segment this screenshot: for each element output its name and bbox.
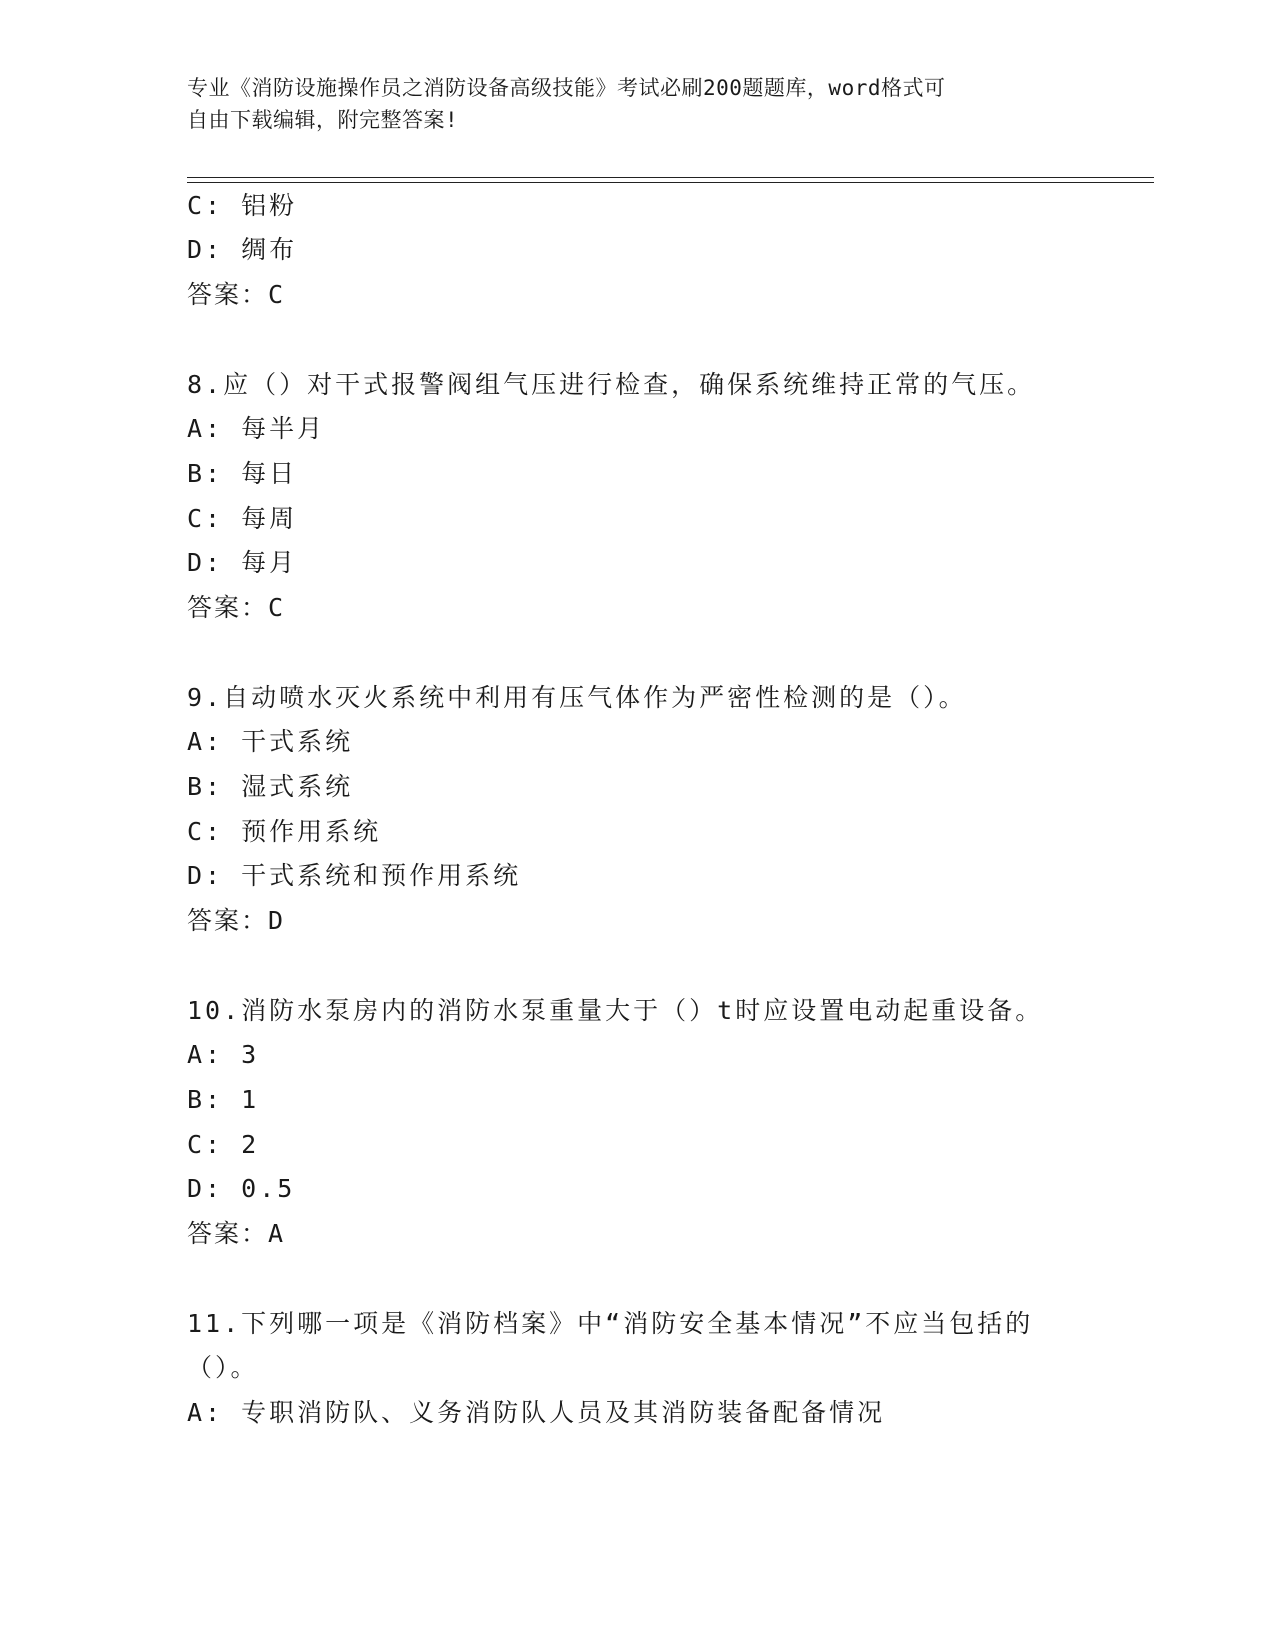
q9-stem: 9.自动喷水灭火系统中利用有压气体作为严密性检测的是（）。 (187, 683, 967, 712)
q10-stem: 10.消防水泵房内的消防水泵重量大于（）t时应设置电动起重设备。 (187, 996, 1044, 1025)
q9-option-a: A: 干式系统 (187, 727, 354, 756)
q9-option-c: C: 预作用系统 (187, 817, 382, 846)
header-title-line-1: 专业《消防设施操作员之消防设备高级技能》考试必刷200题题库，word格式可 (187, 76, 946, 100)
q8-option-d: D: 每月 (187, 548, 298, 577)
q8-option-c: C: 每周 (187, 504, 298, 533)
header-title-line-2: 自由下载编辑，附完整答案! (187, 108, 459, 132)
q10-option-d: D: 0.5 (187, 1174, 296, 1203)
header-divider-top (187, 177, 1154, 178)
q11-stem-line-1: 11.下列哪一项是《消防档案》中“消防安全基本情况”不应当包括的 (187, 1309, 1034, 1338)
q8-stem: 8.应（）对干式报警阀组气压进行检查，确保系统维持正常的气压。 (187, 370, 1036, 399)
header-divider-bottom (187, 182, 1154, 183)
q9-answer: 答案：D (187, 906, 286, 935)
document-header (187, 72, 1067, 136)
q8-option-b: B: 每日 (187, 459, 298, 488)
q9-option-b: B: 湿式系统 (187, 772, 354, 801)
q11-stem-line-2: （）。 (187, 1353, 259, 1382)
q10-option-a: A: 3 (187, 1040, 260, 1069)
q9-option-d: D: 干式系统和预作用系统 (187, 861, 522, 890)
q10-option-c: C: 2 (187, 1130, 260, 1159)
q8-answer: 答案：C (187, 593, 286, 622)
prev-option-c: C: 铝粉 (187, 191, 298, 220)
prev-option-d: D: 绸布 (187, 235, 298, 264)
prev-answer: 答案：C (187, 280, 286, 309)
q10-option-b: B: 1 (187, 1085, 260, 1114)
q10-answer: 答案：A (187, 1219, 286, 1248)
q8-option-a: A: 每半月 (187, 414, 326, 443)
q11-option-a: A: 专职消防队、义务消防队人员及其消防装备配备情况 (187, 1398, 886, 1427)
